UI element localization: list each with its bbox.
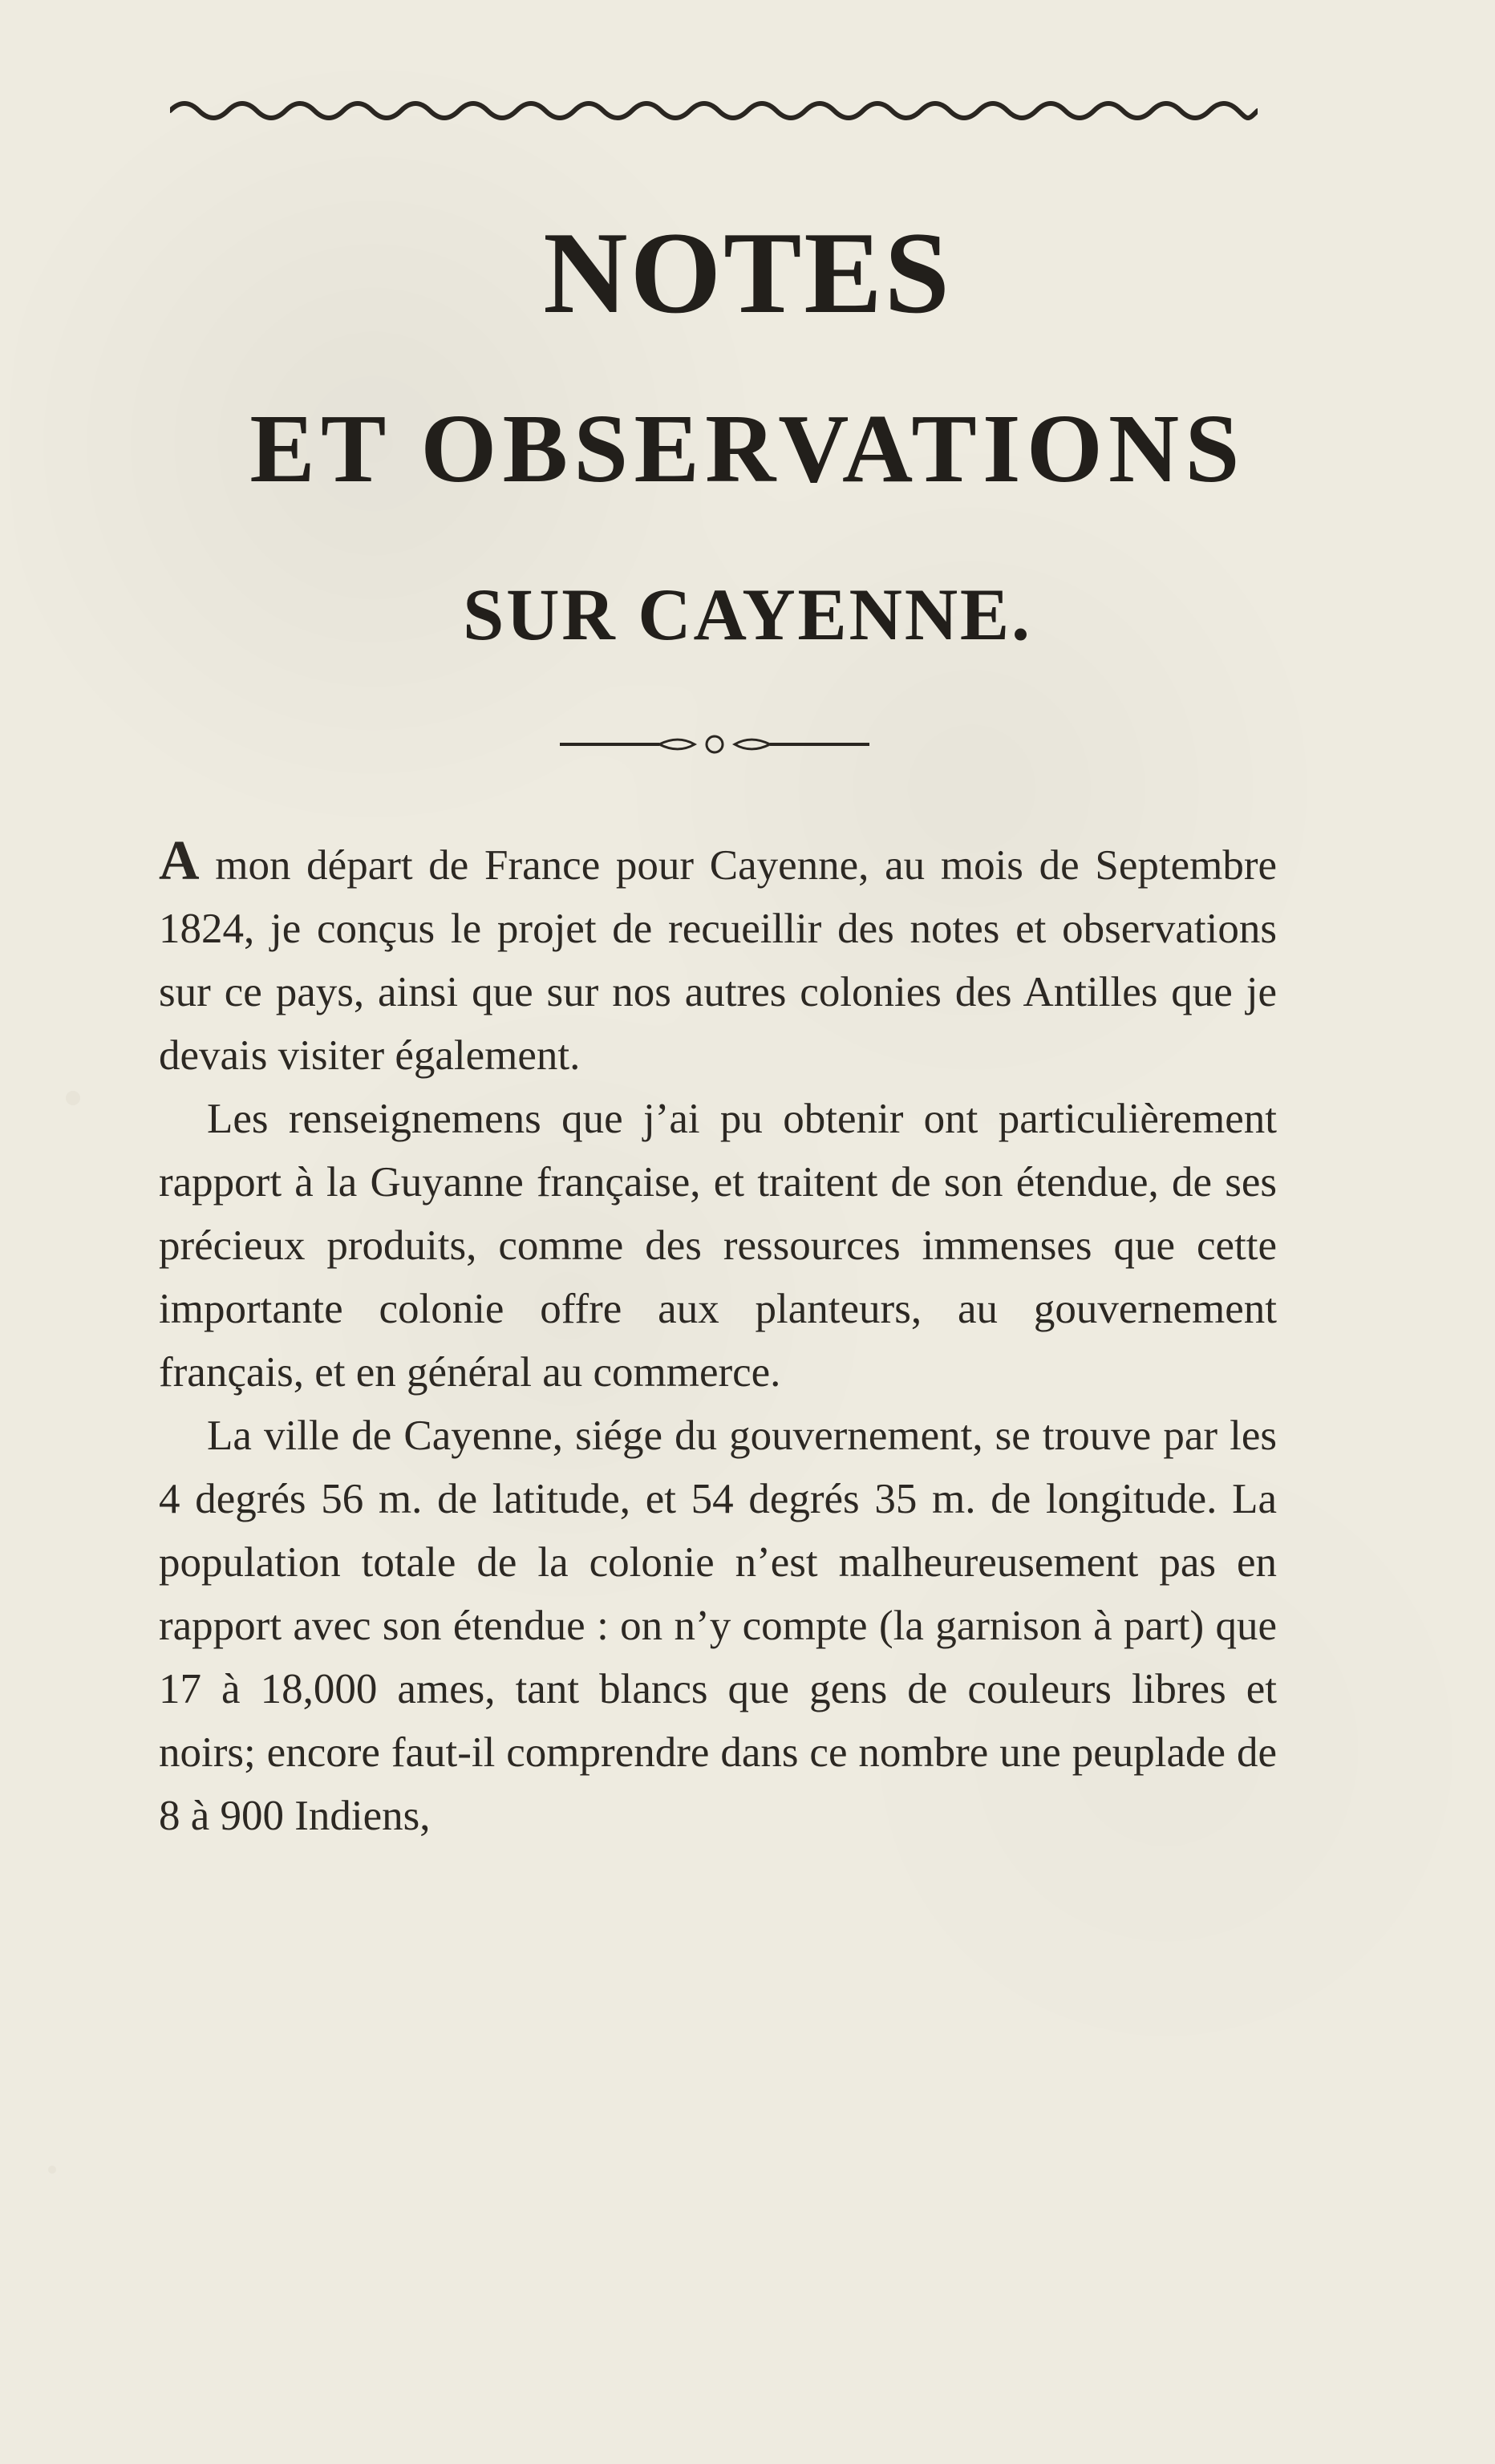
title-line-1: NOTES <box>543 208 952 338</box>
top-ornament <box>170 99 1258 122</box>
drop-cap: A <box>159 830 200 892</box>
paragraph-3: La ville de Cayenne, siége du gouvernement, se trouve par les 4 degrés 56 m. de latitude, et 54 degrés 35 m. de longitude. La population totale de la colonie n’est malheureusement pas en rapport avec son étendue : on n’y compte (la garnison à part) que 17 à 18,000 ames, tant blancs que gens de couleurs libres et noirs; encore faut-il comprendre dans ce nombre une peuplade de 8 à 900 Indiens, <box>159 1412 1277 1839</box>
paper-spot <box>66 1091 80 1105</box>
title-line-2: ET OBSERVATIONS <box>249 395 1246 503</box>
decorative-rule <box>560 733 869 756</box>
paper-spot <box>48 2166 56 2174</box>
paragraph-2: Les renseignemens que j’ai pu obtenir ont particulièrement rapport à la Guyanne française, et traitent de son étendue, de ses précieux produits, comme des ressources immenses que cette importante colonie offre aux planteurs, au gouvernement français, et en général au commerce. <box>159 1096 1277 1396</box>
paragraph-1-text: mon départ de France pour Cayenne, au mois de Septembre 1824, je conçus le projet de recueillir des notes et observations sur ce pays, ainsi que sur nos autres colonies des Antilles que je devais visiter également. <box>159 842 1277 1079</box>
body-text <box>159 830 1277 1848</box>
paragraph-1 <box>159 830 1277 1088</box>
title-line-3: SUR CAYENNE. <box>463 573 1032 655</box>
